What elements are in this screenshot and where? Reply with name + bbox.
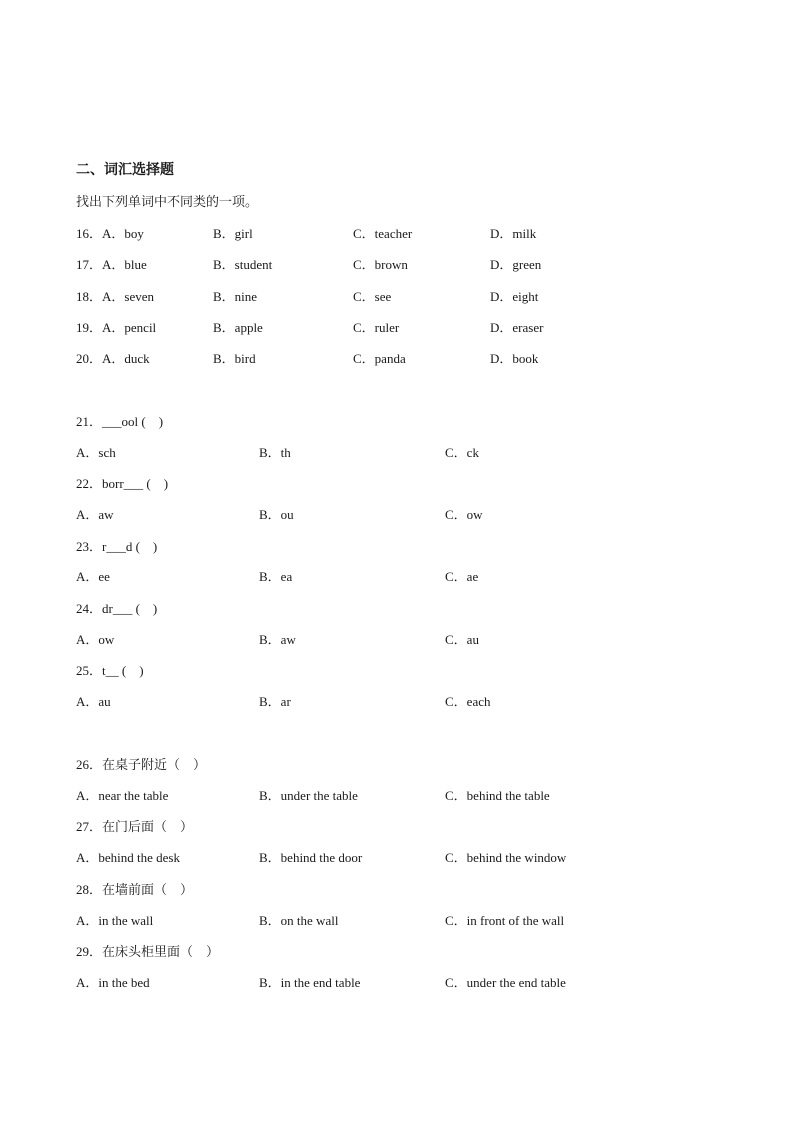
question-29-option-c[interactable]: C．under the end table <box>445 975 566 990</box>
question-29-prompt: 29．在床头柜里面（ ） <box>76 944 220 959</box>
question-22-option-c[interactable]: C．ow <box>445 507 483 522</box>
question-28-option-a[interactable]: A．in the wall <box>76 913 154 928</box>
question-17-option-b[interactable]: B．student <box>213 257 273 272</box>
question-16-option-c[interactable]: C．teacher <box>353 226 413 241</box>
question-24-option-b[interactable]: B．aw <box>259 632 296 647</box>
question-20-option-a[interactable]: 20．A．duck <box>76 351 150 366</box>
question-24-option-c[interactable]: C．au <box>445 632 479 647</box>
question-25-prompt: 25．t__ ( ) <box>76 663 144 678</box>
section-instruction: 找出下列单词中不同类的一项。 <box>76 194 259 209</box>
question-24-prompt: 24．dr___ ( ) <box>76 601 158 616</box>
question-21-option-b[interactable]: B．th <box>259 445 291 460</box>
section-heading: 二、词汇选择题 <box>76 163 174 178</box>
question-26-option-a[interactable]: A．near the table <box>76 788 169 803</box>
question-28-option-c[interactable]: C．in front of the wall <box>445 913 565 928</box>
question-22-option-a[interactable]: A．aw <box>76 507 114 522</box>
question-21-prompt: 21．___ool ( ) <box>76 414 164 429</box>
question-26-prompt: 26．在桌子附近（ ） <box>76 757 207 772</box>
question-29-option-a[interactable]: A．in the bed <box>76 975 150 990</box>
question-23-option-a[interactable]: A．ee <box>76 569 110 584</box>
question-18-option-d[interactable]: D．eight <box>490 289 539 304</box>
question-18-option-c[interactable]: C．see <box>353 289 392 304</box>
question-27-option-b[interactable]: B．behind the door <box>259 850 363 865</box>
question-27-option-c[interactable]: C．behind the window <box>445 850 567 865</box>
question-17-option-c[interactable]: C．brown <box>353 257 408 272</box>
question-28-option-b[interactable]: B．on the wall <box>259 913 339 928</box>
question-27-prompt: 27．在门后面（ ） <box>76 819 194 834</box>
question-20-option-d[interactable]: D．book <box>490 351 539 366</box>
question-23-option-c[interactable]: C．ae <box>445 569 479 584</box>
question-19-option-b[interactable]: B．apple <box>213 320 263 335</box>
question-24-option-a[interactable]: A．ow <box>76 632 115 647</box>
question-29-option-b[interactable]: B．in the end table <box>259 975 361 990</box>
question-19-option-d[interactable]: D．eraser <box>490 320 544 335</box>
question-28-prompt: 28．在墙前面（ ） <box>76 882 194 897</box>
question-26-option-c[interactable]: C．behind the table <box>445 788 550 803</box>
question-25-option-b[interactable]: B．ar <box>259 694 291 709</box>
question-19-option-a[interactable]: 19．A．pencil <box>76 320 157 335</box>
question-17-option-a[interactable]: 17．A．blue <box>76 257 147 272</box>
question-22-option-b[interactable]: B．ou <box>259 507 294 522</box>
question-25-option-a[interactable]: A．au <box>76 694 111 709</box>
question-21-option-c[interactable]: C．ck <box>445 445 479 460</box>
question-17-option-d[interactable]: D．green <box>490 257 542 272</box>
question-22-prompt: 22．borr___ ( ) <box>76 476 169 491</box>
question-18-option-a[interactable]: 18．A．seven <box>76 289 155 304</box>
question-23-option-b[interactable]: B．ea <box>259 569 293 584</box>
question-20-option-b[interactable]: B．bird <box>213 351 256 366</box>
question-19-option-c[interactable]: C．ruler <box>353 320 400 335</box>
question-16-option-d[interactable]: D．milk <box>490 226 537 241</box>
question-23-prompt: 23．r___d ( ) <box>76 539 158 554</box>
question-20-option-c[interactable]: C．panda <box>353 351 406 366</box>
question-25-option-c[interactable]: C．each <box>445 694 491 709</box>
question-16-option-b[interactable]: B．girl <box>213 226 253 241</box>
question-21-option-a[interactable]: A．sch <box>76 445 116 460</box>
question-27-option-a[interactable]: A．behind the desk <box>76 850 180 865</box>
question-16-option-a[interactable]: 16．A．boy <box>76 226 144 241</box>
question-18-option-b[interactable]: B．nine <box>213 289 258 304</box>
question-26-option-b[interactable]: B．under the table <box>259 788 358 803</box>
